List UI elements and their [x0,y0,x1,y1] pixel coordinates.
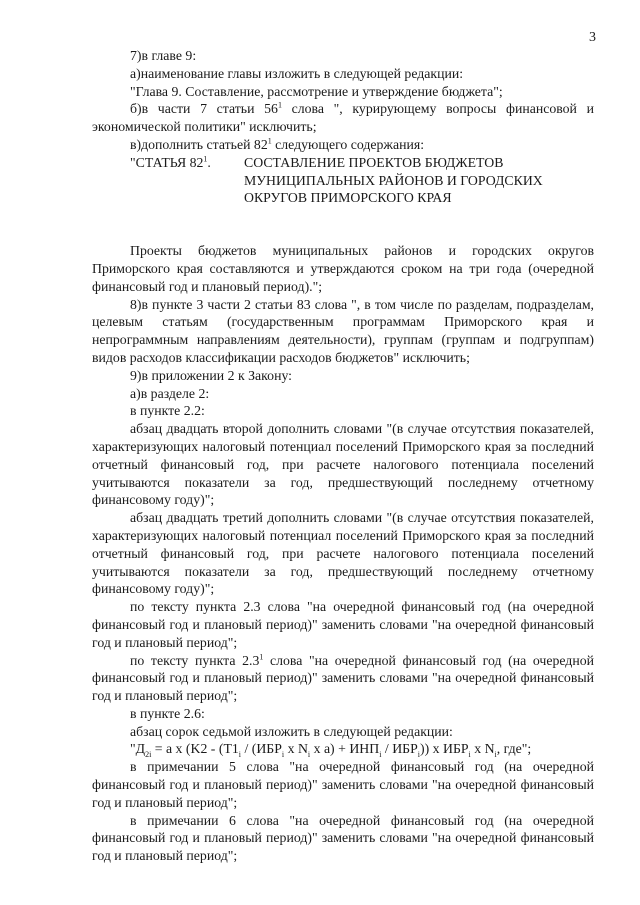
superscript: 1 [203,154,208,164]
text-run: по тексту пункта 2.3 [130,652,260,668]
subscript: i [468,750,471,760]
paragraph: а)в разделе 2: [130,385,210,401]
text-run: "СТАТЬЯ 82 [130,154,204,170]
text-run: x N [284,741,308,757]
spacer [92,207,594,242]
text-run: . [207,154,211,170]
text-run: = a x (K2 - (T1 [151,741,239,757]
paragraph [92,136,594,154]
paragraph: "Глава 9. Составление, рассмотрение и утверждение бюджета"; [130,83,503,99]
text-run: )) x ИБР [420,741,469,757]
paragraph: 9)в приложении 2 к Закону: [130,367,293,383]
text-run: x a) + ИНП [310,741,380,757]
paragraph: в примечании 6 слова "на очередной финансовый год (на очередной финансовый год и плановый период)" заменить словами "на очередной финансовый год и плановый период"; [92,812,594,864]
article-heading [92,154,594,207]
subscript: i [494,750,497,760]
text-run: / ИБР [381,741,418,757]
text-run: , где"; [496,741,532,757]
text-run: / (ИБР [241,741,282,757]
paragraph: абзац двадцать второй дополнить словами "(в случае отсутствия показателей, характеризующих налоговый потенциал поселений Приморского края за последний отчетный финансовый год, при расчете налогового потенциала поселений учитываются показатели за год, предшествующий последнему отчетному финансовому году)"; [92,421,594,508]
text-run: б)в части 7 статьи 56 [130,101,278,117]
subscript: i [281,750,285,760]
paragraph: 7)в главе 9: [130,48,197,63]
paragraph: а)наименование главы изложить в следующей редакции: [130,65,464,81]
superscript: 1 [277,100,282,110]
paragraph [92,100,594,136]
paragraph: в примечании 5 слова "на очередной финансовый год (на очередной финансовый год и плановый период)" заменить словами "на очередной финансовый год и плановый период"; [92,759,594,810]
subscript: 2i [145,750,152,760]
subscript: i [417,750,420,760]
article-label [92,154,244,207]
subscript: i [307,750,311,760]
superscript: 1 [259,651,264,661]
paragraph [92,652,594,705]
page-number: 3 [589,30,596,45]
paragraph: в пункте 2.6: [130,705,205,721]
paragraph: абзац двадцать третий дополнить словами "(в случае отсутствия показателей, характеризующих налоговый потенциал поселений Приморского края за последний отчетный финансовый год, при расчете налогового потенциала поселений учитываются показатели за год, предшествующий последнему отчетному финансовому году)"; [92,510,594,597]
article-title: СОСТАВЛЕНИЕ ПРОЕКТОВ БЮДЖЕТОВ МУНИЦИПАЛЬНЫХ РАЙОНОВ И ГОРОДСКИХ ОКРУГОВ ПРИМОРСКОГО КРАЯ [244,154,543,206]
formula [92,740,594,758]
document-body [92,47,594,865]
subscript: i [379,750,382,760]
text-run: в)дополнить статьей 82 [130,136,268,152]
text-run: слова ", курирующему вопросы финансовой и экономической политики" исключить; [92,101,595,135]
text-run: " [130,741,136,757]
text-run: следующего содержания: [271,136,425,152]
paragraph: в пункте 2.2: [130,403,205,419]
paragraph: 8)в пункте 3 части 2 статьи 83 слова ", в том числе по разделам, подразделам, целевым статьям (государственным программам Приморского края и непрограммным направлениям деятельности), группам (группам и подгруппам) видов расходов классификации расходов бюджетов" исключить; [92,296,594,365]
text-run: слова "на очередной финансовый год (на очередной финансовый год и плановый период)" заменить словами "на очередной финансовый год и плановый период"; [92,652,594,704]
paragraph: Проекты бюджетов муниципальных районов и городских округов Приморского края составляются и утверждаются сроком на три года (очередной финансовый год и плановый период)."; [92,243,594,294]
text-run: Д [135,741,146,757]
paragraph: по тексту пункта 2.3 слова "на очередной финансовый год (на очередной финансовый год и плановый период)" заменить словами "на очередной финансовый год и плановый период"; [92,599,594,650]
text-run: x N [470,741,495,757]
subscript: i [238,750,242,760]
paragraph: абзац сорок седьмой изложить в следующей редакции: [130,723,453,739]
superscript: 1 [267,136,272,146]
